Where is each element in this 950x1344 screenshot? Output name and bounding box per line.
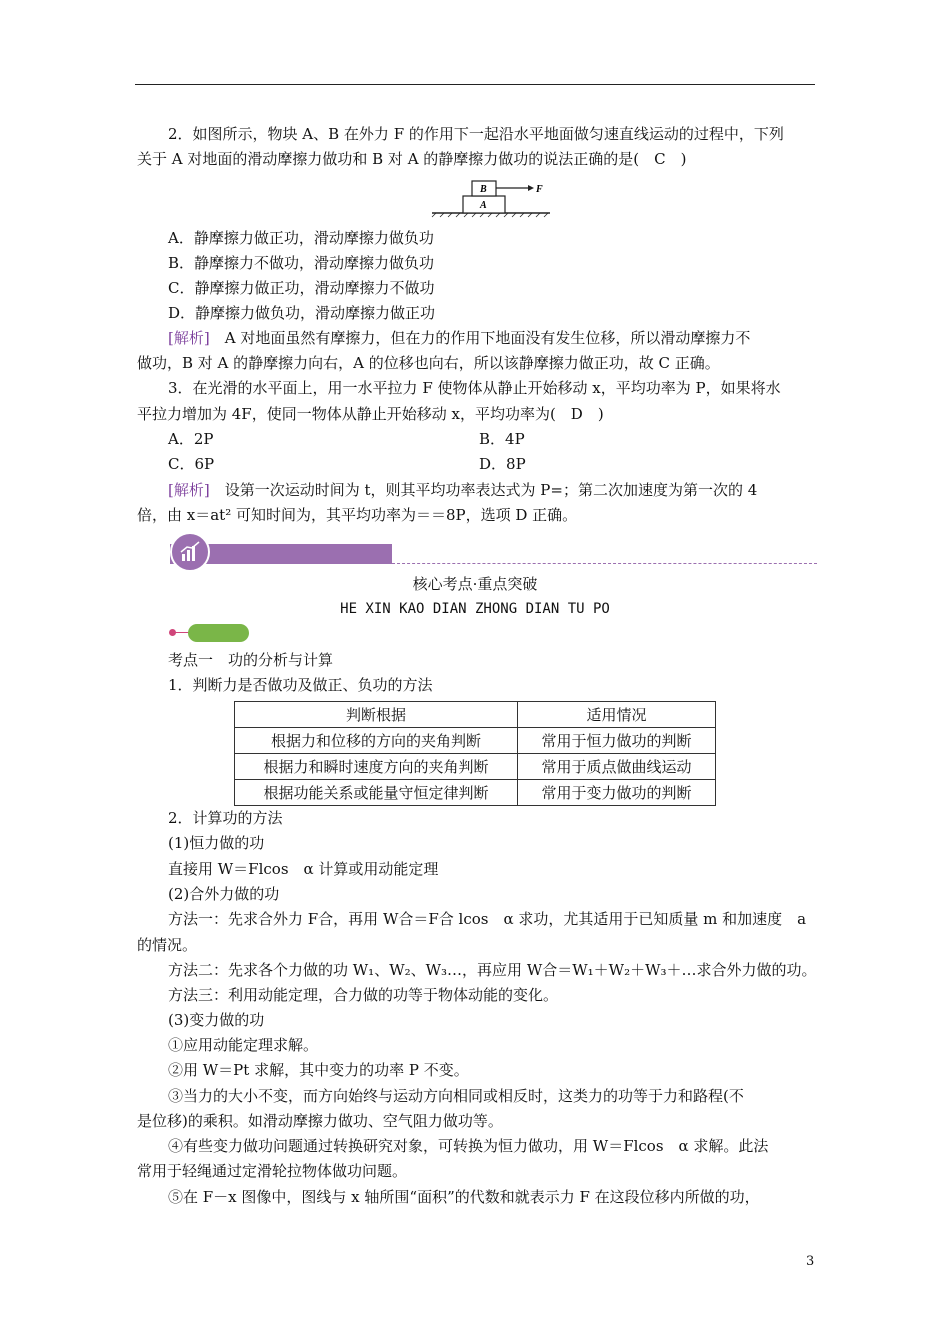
chart-badge-icon [170,532,210,572]
pill-dot [169,629,176,636]
analysis-tag: [解析] [168,481,210,499]
judge-table [234,701,716,806]
analysis-tag: [解析] [168,329,210,347]
method1-line2: 的情况。 [137,936,198,954]
page-number: 3 [806,1254,815,1269]
method1-line1: 方法一：先求合外力 F合，再用 W合＝F合 lcos α 求功，尤其适用于已知质量 m 和加速度 a [168,910,807,928]
q2-analysis-text: A 对地面虽然有摩擦力，但在力的作用下地面没有发生位移，所以滑动摩擦力不 [209,329,751,347]
table-cell: 根据力和位移的方向的夹角判断 [235,728,518,754]
case4-line1: ④有些变力做功问题通过转换研究对象，可转换为恒力做功，用 W＝Flcos α 求解。此法 [168,1137,769,1155]
label-f: F [536,184,543,195]
section-divider [392,563,817,564]
table-cell: 常用于恒力做功的判断 [518,728,716,754]
q2-option-c: C．静摩擦力做正功，滑动摩擦力不做功 [168,279,435,297]
table-row [235,728,716,754]
arrow-head-icon [528,185,534,191]
case3-line2: 是位移)的乘积。如滑动摩擦力做功、空气阻力做功等。 [137,1112,503,1130]
q3-analysis-line2: 倍，由 x＝at² 可知时间为，其平均功率为＝＝8P，选项 D 正确。 [137,506,578,524]
q3-analysis-line1 [168,480,848,500]
topic-pill [188,624,249,642]
case1: ①应用动能定理求解。 [168,1036,319,1054]
topic-title: 考点一 功的分析与计算 [168,651,334,669]
heading-judge: 1．判断力是否做功及做正、负功的方法 [168,676,433,694]
header-rule [135,84,815,85]
sub-net-force: (2)合外力做的功 [168,885,280,903]
q3-analysis-text: 设第一次运动时间为 t，则其平均功率表达式为 P=；第二次加速度为第一次的 4 [209,481,758,499]
table-cell: 常用于变力做功的判断 [518,780,716,806]
q2-line1: 2．如图所示，物块 A、B 在外力 F 的作用下一起沿水平地面做匀速直线运动的过程中，下列 [168,125,784,143]
q3-option-a: A．2P [168,430,214,448]
case4-line2: 常用于轻绳通过定滑轮拉物体做功问题。 [137,1162,408,1180]
label-a: A [480,200,487,211]
q2-option-d: D．静摩擦力做负功，滑动摩擦力做正功 [168,304,436,322]
case2: ②用 W＝Pt 求解，其中变力的功率 P 不变。 [168,1061,469,1079]
case5: ⑤在 F－x 图像中，图线与 x 轴所围“面积”的代数和就表示力 F 在这段位移内所做的功， [168,1188,760,1206]
table-row [235,780,716,806]
method3: 方法三：利用动能定理，合力做的功等于物体动能的变化。 [168,986,559,1004]
label-b: B [480,184,487,195]
q3-line2: 平拉力增加为 4F，使同一物体从静止开始移动 x，平均功率为( D ) [137,405,604,423]
sub-variable-force: (3)变力做的功 [168,1011,265,1029]
table-header: 适用情况 [518,702,716,728]
q3-option-c: C．6P [168,455,215,473]
table-cell: 根据功能关系或能量守恒定律判断 [235,780,518,806]
q2-analysis-line1 [168,328,848,348]
q3-line1: 3．在光滑的水平面上，用一水平拉力 F 使物体从静止开始移动 x，平均功率为 P，如果将水 [168,379,781,397]
table-cell: 常用于质点做曲线运动 [518,754,716,780]
q2-option-b: B．静摩擦力不做功，滑动摩擦力做负功 [168,254,435,272]
case3-line1: ③当力的大小不变，而方向始终与运动方向相同或相反时，这类力的功等于力和路程(不 [168,1087,744,1105]
table-header-row [235,702,716,728]
table-row [235,754,716,780]
constant-force-text: 直接用 W＝Flcos α 计算或用动能定理 [168,860,439,878]
section-title: 核心考点·重点突破 [412,575,538,593]
q2-line2: 关于 A 对地面的滑动摩擦力做功和 B 对 A 的静摩擦力做功的说法正确的是( C ) [137,150,687,168]
method2: 方法二：先求各个力做的功 W₁、W₂、W₃…，再应用 W合＝W₁＋W₂＋W₃＋…求合外力做的功。 [168,961,817,979]
q2-analysis-line2: 做功，B 对 A 的静摩擦力向右，A 的位移也向右，所以该静摩擦力做正功，故 C 正确。 [137,354,720,372]
q3-option-d: D．8P [479,455,526,473]
section-pinyin: HE XIN KAO DIAN ZHONG DIAN TU PO [340,601,610,617]
table-header: 判断根据 [235,702,518,728]
q3-option-b: B．4P [479,430,525,448]
heading-compute: 2．计算功的方法 [168,809,283,827]
q2-option-a: A．静摩擦力做正功，滑动摩擦力做负功 [168,229,434,247]
sub-constant-force: (1)恒力做的功 [168,834,265,852]
table-cell: 根据力和瞬时速度方向的夹角判断 [235,754,518,780]
force-diagram [430,178,555,218]
